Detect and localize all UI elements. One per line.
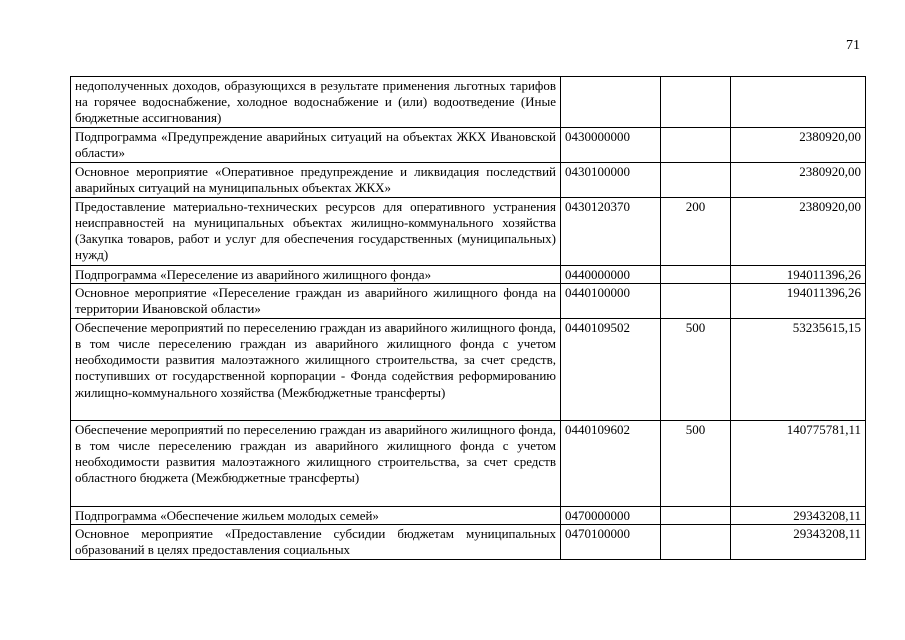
row-amount (731, 77, 866, 128)
row-description: Подпрограмма «Предупреждение аварийных ситуаций на объектах ЖКХ Ивановской области» (71, 127, 561, 162)
row-expense-type (661, 77, 731, 128)
row-expense-type (661, 525, 731, 560)
budget-table (70, 76, 866, 560)
row-code: 0470100000 (561, 525, 661, 560)
row-code: 0440100000 (561, 283, 661, 318)
row-expense-type (661, 162, 731, 197)
row-code: 0440109502 (561, 318, 661, 420)
row-amount: 140775781,11 (731, 420, 866, 506)
row-amount: 53235615,15 (731, 318, 866, 420)
table-row (71, 318, 866, 420)
row-amount: 2380920,00 (731, 197, 866, 265)
table-row (71, 77, 866, 128)
row-code: 0440000000 (561, 265, 661, 283)
table-row (71, 197, 866, 265)
table-row (71, 127, 866, 162)
row-amount: 2380920,00 (731, 162, 866, 197)
table-row (71, 420, 866, 506)
row-description: недополученных доходов, образующихся в результате применения льготных тарифов на горячее водоснабжение, холодное водоснабжение и (или) водоотведение (Иные бюджетные ассигнования) (71, 77, 561, 128)
row-amount: 29343208,11 (731, 506, 866, 524)
row-expense-type: 500 (661, 420, 731, 506)
row-description: Обеспечение мероприятий по переселению граждан из аварийного жилищного фонда, в том числе переселению граждан из аварийного жилищного фонда с учетом необходимости развития малоэтажного жилищного строительства, за счет средств областного бюджета (Межбюджетные трансферты) (71, 420, 561, 506)
row-description: Предоставление материально-технических ресурсов для оперативного устранения неисправностей на муниципальных объектах жилищно-коммунального хозяйства (Закупка товаров, работ и услуг для обеспечения государственных (муниципальных) нужд) (71, 197, 561, 265)
row-amount: 2380920,00 (731, 127, 866, 162)
row-amount: 194011396,26 (731, 283, 866, 318)
row-description: Основное мероприятие «Оперативное предупреждение и ликвидация последствий аварийных ситуаций на муниципальных объектах ЖКХ» (71, 162, 561, 197)
table-row (71, 506, 866, 524)
table-row (71, 525, 866, 560)
row-expense-type (661, 265, 731, 283)
row-amount: 194011396,26 (731, 265, 866, 283)
row-expense-type: 500 (661, 318, 731, 420)
row-description: Подпрограмма «Обеспечение жильем молодых семей» (71, 506, 561, 524)
table-row (71, 265, 866, 283)
row-description: Основное мероприятие «Предоставление субсидии бюджетам муниципальных образований в целях предоставления социальных (71, 525, 561, 560)
table-row (71, 283, 866, 318)
page-number: 71 (846, 38, 860, 53)
row-expense-type (661, 127, 731, 162)
row-code (561, 77, 661, 128)
row-description: Основное мероприятие «Переселение граждан из аварийного жилищного фонда на территории Ивановской области» (71, 283, 561, 318)
row-expense-type (661, 283, 731, 318)
row-description: Обеспечение мероприятий по переселению граждан из аварийного жилищного фонда, в том числе переселению граждан из аварийного жилищного фонда с учетом необходимости развития малоэтажного жилищного строительства, за счет средств, поступивших от государственной корпорации - Фонда содействия реформированию жилищно-коммунального хозяйства (Межбюджетные трансферты) (71, 318, 561, 420)
row-code: 0430120370 (561, 197, 661, 265)
row-code: 0430100000 (561, 162, 661, 197)
row-code: 0430000000 (561, 127, 661, 162)
row-amount: 29343208,11 (731, 525, 866, 560)
row-expense-type (661, 506, 731, 524)
row-code: 0470000000 (561, 506, 661, 524)
row-expense-type: 200 (661, 197, 731, 265)
row-code: 0440109602 (561, 420, 661, 506)
row-description: Подпрограмма «Переселение из аварийного жилищного фонда» (71, 265, 561, 283)
table-row (71, 162, 866, 197)
